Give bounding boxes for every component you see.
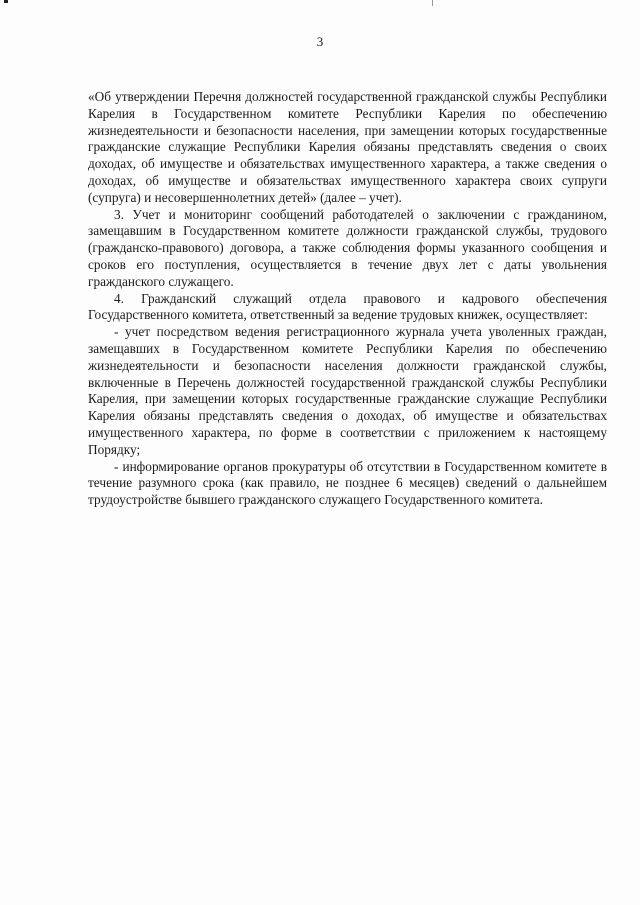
scan-edge-mark (432, 0, 433, 6)
paragraph-4-responsible-official: 4. Гражданский служащий отдела правового и кадрового обеспечения Государственного комитета, ответственный за ведение трудовых книжек, осуществляет: (88, 290, 607, 323)
document-body (88, 89, 607, 509)
paragraph-3-monitoring: 3. Учет и мониторинг сообщений работодателей о заключении с гражданином, замещавшим в Государственном комитете должности гражданской службы, трудового (гражданско-правового) договора, а также соблюдения формы указанного сообщения и сроков его поступления, осуществляется в течение двух лет с даты увольнения гражданского служащего. (88, 206, 607, 289)
page-number: 3 (316, 34, 324, 49)
scan-corner-mark (4, 0, 8, 3)
list-item-prosecutor-notification: - информирование органов прокуратуры об отсутствии в Государственном комитете в течение разумного срока (как правило, не позднее 6 месяцев) сведений о дальнейшем трудоустройстве бывшего гражданского служащего Государственного комитета. (88, 458, 607, 508)
paragraph-act-title-continuation: «Об утверждении Перечня должностей государственной гражданской службы Республики Карелия в Государственном комитете Республики Карелия по обеспечению жизнедеятельности и безопасности населения, при замещении которых государственные гражданские служащие Республики Карелия обязаны представлять сведения о своих доходах, об имуществе и обязательствах имущественного характера, а также сведения о доходах, об имуществе и обязательствах имущественного характера своих супруги (супруга) и несовершеннолетних детей» (далее – учет). (88, 89, 607, 205)
list-item-registration-journal: - учет посредством ведения регистрационного журнала учета уволенных граждан, замещавших в Государственном комитете Республики Карелия по обеспечению жизнедеятельности и безопасности населения должности гражданской службы, включенные в Перечень должностей государственной гражданской службы Республики Карелия, при замещении которых государственные гражданские служащие Республики Карелия обязаны представлять сведения о доходах, об имуществе и обязательствах имущественного характера, по форме в соответствии с приложением к настоящему Порядку; (88, 324, 607, 457)
